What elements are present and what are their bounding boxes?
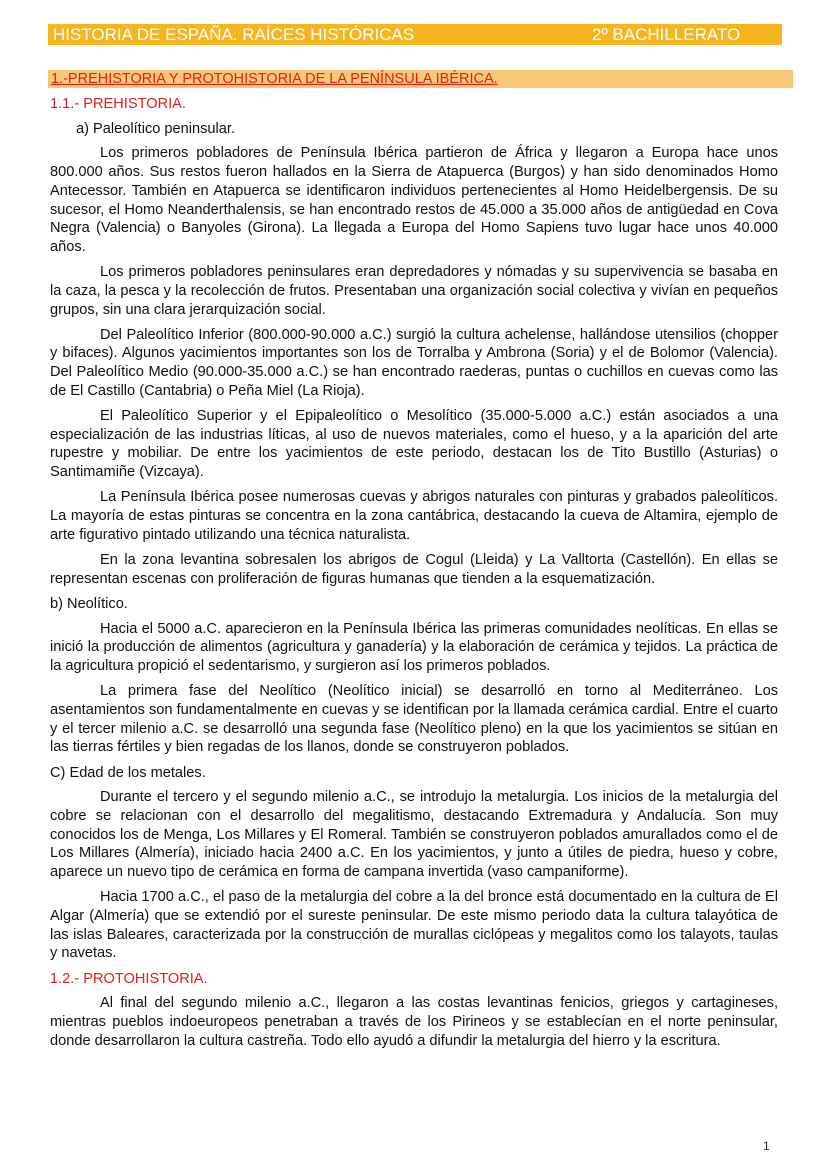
- paragraph: Los primeros pobladores de Península Ibérica partieron de África y llegaron a Europa hace unos 800.000 años. Sus restos fueron hallados en la Sierra de Atapuerca (Burgos) y han sido denominados Homo Antecessor. También en Atapuerca se identificaron individuos pertenecientes al Homo Heidelbergensis. De su sucesor, el Homo Neanderthalensis, se han encontrado restos de 45.000 a 35.000 años de antigüedad en Cova Negra (Valencia) o Banyoles (Girona). La llegada a Europa del Homo Sapiens tuvo lugar hace unos 40.000 años.: [50, 145, 778, 255]
- subsection-title-prehistoria: 1.1.- PREHISTORIA.: [50, 96, 186, 112]
- paragraph: El Paleolítico Superior y el Epipaleolítico o Mesolítico (35.000-5.000 a.C.) están asociados a una especialización de las industrias líticas, al uso de nuevos materiales, como el hueso, y a la aparición del arte rupestre y mobiliar. De entre los yacimientos de este periodo, destacan los de Tito Bustillo (Asturias) o Santimamiñe (Vizcaya).: [50, 408, 778, 481]
- paragraph: Al final del segundo milenio a.C., llegaron a las costas levantinas fenicios, griegos y cartagineses, mientras pueblos indoeuropeos penetraban a través de los Pirineos y se establecían en el norte peninsular, donde desarrollaron la cultura castreña. Todo ello ayudó a difundir la metalurgia del hierro y la escritura.: [50, 995, 778, 1049]
- paragraph: En la zona levantina sobresalen los abrigos de Cogul (Lleida) y La Valltorta (Castellón). En ellas se representan escenas con proliferación de figuras humanas que tienden a la esquematización.: [50, 551, 778, 587]
- section-heading-bar: [48, 70, 793, 88]
- subsection-title-protohistoria: 1.2.- PROTOHISTORIA.: [50, 970, 208, 987]
- document-title: HISTORIA DE ESPAÑA. RAÍCES HISTÓRICAS: [53, 25, 415, 44]
- item-heading-paleolitico: a) Paleolítico peninsular.: [76, 120, 236, 137]
- paragraph: Del Paleolítico Inferior (800.000-90.000 a.C.) surgió la cultura achelense, hallándose utensilios (chopper y bifaces). Algunos yacimientos importantes son los de Torralba y Ambrona (Soria) y el de Bolomor (Valencia). Del Paleolítico Medio (90.000-35.000 a.C.) se han encontrado raederas, puntas o cuchillos en cuevas como las de El Castillo (Cantabria) o Peña Miel (La Rioja).: [50, 326, 778, 399]
- item-heading-neolitico: b) Neolítico.: [50, 595, 128, 612]
- course-label: 2º BACHILLERATO: [592, 25, 741, 44]
- paragraph: Durante el tercero y el segundo milenio a.C., se introdujo la metalurgia. Los inicios de la metalurgia del cobre se relacionan con el desarrollo del megalitismo, destacando Extremadura y Andalucía. Son muy conocidos los de Menga, Los Millares y El Romeral. También se construyeron poblados amurallados como el de Los Millares (Almería), iniciado hacia 2400 a.C. En los yacimientos, y junto a útiles de piedra, hueso y cobre, aparece un nuevo tipo de cerámica en forma de campana invertida (vaso campaniforme).: [50, 789, 778, 881]
- document-header-bar: [48, 24, 782, 45]
- document-body: [50, 95, 778, 1057]
- page-number: 1: [763, 1139, 770, 1153]
- paragraph: La Península Ibérica posee numerosas cuevas y abrigos naturales con pinturas y grabados paleolíticos. La mayoría de estas pinturas se concentra en la zona cantábrica, destacando la cueva de Altamira, ejemplo de arte figurativo pintado utilizando una técnica naturalista.: [50, 489, 778, 543]
- item-heading-edad-metales: C) Edad de los metales.: [50, 764, 206, 781]
- section-title: 1.-PREHISTORIA Y PROTOHISTORIA DE LA PENÍNSULA IBÉRICA.: [51, 71, 498, 87]
- paragraph: La primera fase del Neolítico (Neolítico inicial) se desarrolló en torno al Mediterráneo. Los asentamientos son fundamentalmente en cuevas y se identifican por la llamada cerámica cardial. Entre el cuarto y el tercer milenio a.C. se desarrolló una segunda fase (Neolítico pleno) en la que los yacimientos se sitúan en las tierras fértiles y bien regadas de los llanos, donde se construyeron poblados.: [50, 683, 778, 756]
- paragraph: Hacia el 5000 a.C. aparecieron en la Península Ibérica las primeras comunidades neolíticas. En ellas se inició la producción de alimentos (agricultura y ganadería) y la elaboración de cerámica y tejidos. La práctica de la agricultura propició el sedentarismo, y surgieron así los primeros poblados.: [50, 620, 778, 674]
- paragraph: Los primeros pobladores peninsulares eran depredadores y nómadas y su supervivencia se basaba en la caza, la pesca y la recolección de frutos. Presentaban una organización social colectiva y vivían en pequeños grupos, sin una clara jerarquización social.: [50, 264, 778, 318]
- paragraph: Hacia 1700 a.C., el paso de la metalurgia del cobre a la del bronce está documentado en la cultura de El Algar (Almería) que se extendió por el sureste peninsular. De este mismo periodo data la cultura talayótica de las islas Baleares, caracterizada por la construcción de murallas ciclópeas y megalitos como los talayots, taulas y navetas.: [50, 889, 778, 962]
